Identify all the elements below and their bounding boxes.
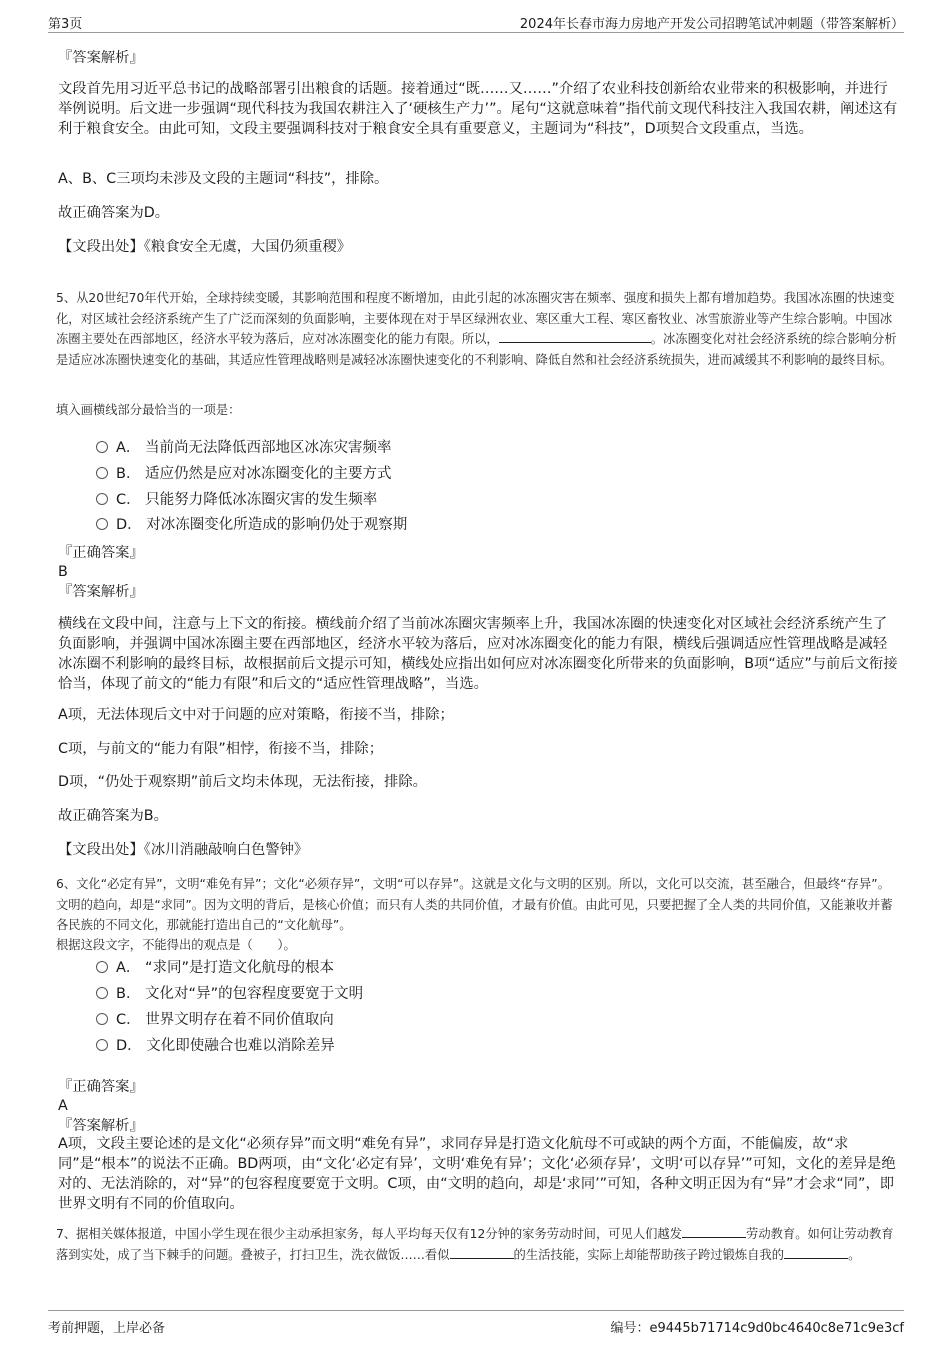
radio-icon[interactable] <box>96 1039 108 1051</box>
q7-text-4: 。 <box>848 1247 861 1262</box>
q5-text-after: 。冰冻圈变化对社会经济系统的综合影响分析是适应冰冻圈快速变化的基础，其适应性管理战略则是减轻冰冻圈快速变化的不利影响、降低自然和社会经济系统损失，进而减缓其不利影响的最终目标。 <box>56 332 897 367</box>
radio-icon[interactable] <box>96 467 108 479</box>
q4-analysis: 文段首先用习近平总书记的战略部署引出粮食的话题。接着通过“既……又……”介绍了农业科技创新给农业带来的积极影响，并进行举例说明。后文进一步强调“现代科技为我国农耕注入了‘硬核生产力’”。尾句“这就意味着”指代前文现代科技注入我国农耕，阐述这有利于粮食安全。由此可知，文段主要强调科技对于粮食安全具有重要意义，主题词为“科技”，D项契合文段重点，当选。 <box>58 81 898 137</box>
q6-option-a-label: A． “求同”是打造文化航母的根本 <box>116 960 335 976</box>
q6-prompt: 根据这段文字，不能得出的观点是（ ）。 <box>56 938 296 952</box>
q5-answer-label: 『正确答案』 <box>58 545 144 561</box>
q5-prompt: 填入画横线部分最恰当的一项是： <box>56 403 241 417</box>
q7-blank-3 <box>784 1245 848 1259</box>
q5-d-note: D项，“仍处于观察期”前后文均未体现，无法衔接，排除。 <box>58 774 427 790</box>
document-code: 编号：e9445b71714c9d0bc4640c8e71c9e3cf <box>610 1321 904 1336</box>
q6-stem: 6、文化“必定有异”，文明“难免有异”；文化“必须存异”，文明“可以存异”。这就是文化与文明的区别。所以，文化可以交流，甚至融合，但最终“存异”。文明的趋向，却是“求同”。因为文明的背后，是核心价值；而只有人类的共同价值，才最有价值。由此可见，只要把握了全人类的共同价值，又能兼收并蓄各民族的不同文化，那就能打造出自己的“文化航母”。 <box>56 877 893 932</box>
q6-option-c-label: C． 世界文明存在着不同价值取向 <box>116 1012 334 1028</box>
q7-stem <box>56 1224 900 1265</box>
q5-conclusion: 故正确答案为B。 <box>58 808 168 824</box>
q5-blank <box>499 329 651 343</box>
q5-option-a-label: A． 当前尚无法降低西部地区冰冻灾害频率 <box>116 440 392 456</box>
radio-icon[interactable] <box>96 987 108 999</box>
q6-option-a[interactable] <box>96 957 334 979</box>
q4-source: 【文段出处】《粮食安全无虞，大国仍须重稷》 <box>58 239 352 255</box>
q6-answer-label: 『正确答案』 <box>58 1079 144 1095</box>
q6-analysis: A项，文段主要论述的是文化“必须存异”而文明“难免有异”，求同存异是打造文化航母不可或缺的两个方面，不能偏废，故“求同”是“根本”的说法不正确。BD两项，由“文化‘必定有异’，文明‘难免有异’；文化‘必须存异’，文明‘可以存异’”可知，文化的差异是绝对的、无法消除的，对“异”的包容程度要宽于文明。C项，由“文明的趋向，却是‘求同’”可知，各种文明正因为有“异”才会求“同”，即世界文明有不同的价值取向。 <box>58 1136 896 1212</box>
q6-option-d[interactable] <box>96 1035 335 1057</box>
q6-option-d-label: D． 文化即使融合也难以消除差异 <box>116 1038 335 1054</box>
q5-option-b[interactable] <box>96 463 392 485</box>
q5-answer: B <box>58 564 68 580</box>
q5-option-b-label: B． 适应仍然是应对冰冻圈变化的主要方式 <box>116 466 392 482</box>
q7-text-1: 7、据相关媒体报道，中国小学生现在很少主动承担家务，每人平均每天仅有12分钟的家务劳动时间，可见人们越发 <box>56 1227 683 1241</box>
q5-analysis-label: 『答案解析』 <box>58 584 144 600</box>
q5-c-note: C项，与前文的“能力有限”相悖，衔接不当，排除； <box>58 741 384 757</box>
q4-analysis-label: 『答案解析』 <box>58 50 144 66</box>
radio-icon[interactable] <box>96 518 108 530</box>
q6-option-c[interactable] <box>96 1009 334 1031</box>
q5-option-c[interactable] <box>96 489 377 511</box>
q4-exclude: A、B、C三项均未涉及文段的主题词“科技”，排除。 <box>58 171 389 187</box>
q5-option-c-label: C． 只能努力降低冰冻圈灾害的发生频率 <box>116 492 378 508</box>
q4-conclusion: 故正确答案为D。 <box>58 205 170 221</box>
q7-text-2: 劳动教育。如何让劳动教育落到实处，成了当下棘手的问题。叠被子，打扫卫生，洗衣做饭……看似 <box>56 1227 894 1262</box>
radio-icon[interactable] <box>96 1013 108 1025</box>
q6-analysis-label: 『答案解析』 <box>58 1118 144 1134</box>
radio-icon[interactable] <box>96 441 108 453</box>
page-footer <box>48 1310 904 1341</box>
q5-a-note: A项，无法体现后文中对于问题的应对策略，衔接不当，排除； <box>58 707 454 723</box>
footer-slogan: 考前押题，上岸必备 <box>48 1321 166 1336</box>
page-number: 第3页 <box>48 17 83 32</box>
document-title: 2024年长春市海力房地产开发公司招聘笔试冲刺题（带答案解析） <box>519 17 904 32</box>
q5-option-d[interactable] <box>96 514 407 536</box>
q6-option-b[interactable] <box>96 983 363 1005</box>
q7-text-3: 的生活技能，实际上却能帮助孩子跨过锻炼自我的 <box>513 1247 785 1262</box>
q5-source: 【文段出处】《冰川消融敲响白色警钟》 <box>58 842 309 858</box>
q6-answer: A <box>58 1098 68 1114</box>
q5-option-a[interactable] <box>96 437 392 459</box>
q5-option-d-label: D． 对冰冻圈变化所造成的影响仍处于观察期 <box>116 517 408 533</box>
q7-blank-1 <box>682 1224 746 1238</box>
radio-icon[interactable] <box>96 961 108 973</box>
radio-icon[interactable] <box>96 493 108 505</box>
q5-stem <box>56 288 900 370</box>
q5-text-before: 5、从20世纪70年代开始，全球持续变暖，其影响范围和程度不断增加，由此引起的冰冻圈灾害在频率、强度和损失上都有增加趋势。我国冰冻圈的快速变化，对区域社会经济系统产生了广泛而深刻的负面影响，主要体现在对于旱区绿洲农业、寒区重大工程、寒区畜牧业、冰雪旅游业等产生综合影响。中国冰冻圈主要处在西部地区，经济水平较为落后，应对冰冻圈变化的能力有限。所以， <box>56 291 895 346</box>
q6-option-b-label: B． 文化对“异”的包容程度要宽于文明 <box>116 986 364 1002</box>
q5-analysis: 横线在文段中间，注意与上下文的衔接。横线前介绍了当前冰冻圈灾害频率上升，我国冰冻圈的快速变化对区域社会经济系统产生了负面影响，并强调中国冰冻圈主要在西部地区，经济水平较为落后，应对冰冻圈变化的能力有限，横线后强调适应性管理战略是减轻冰冻圈不利影响的最终目标，故根据前后文提示可知，横线处应指出如何应对冰冻圈变化所带来的负面影响，B项“适应”与前后文衔接恰当，体现了前文的“能力有限”和后文的“适应性管理战略”，当选。 <box>58 616 898 692</box>
page-header <box>48 10 904 33</box>
q7-blank-2 <box>450 1245 514 1259</box>
